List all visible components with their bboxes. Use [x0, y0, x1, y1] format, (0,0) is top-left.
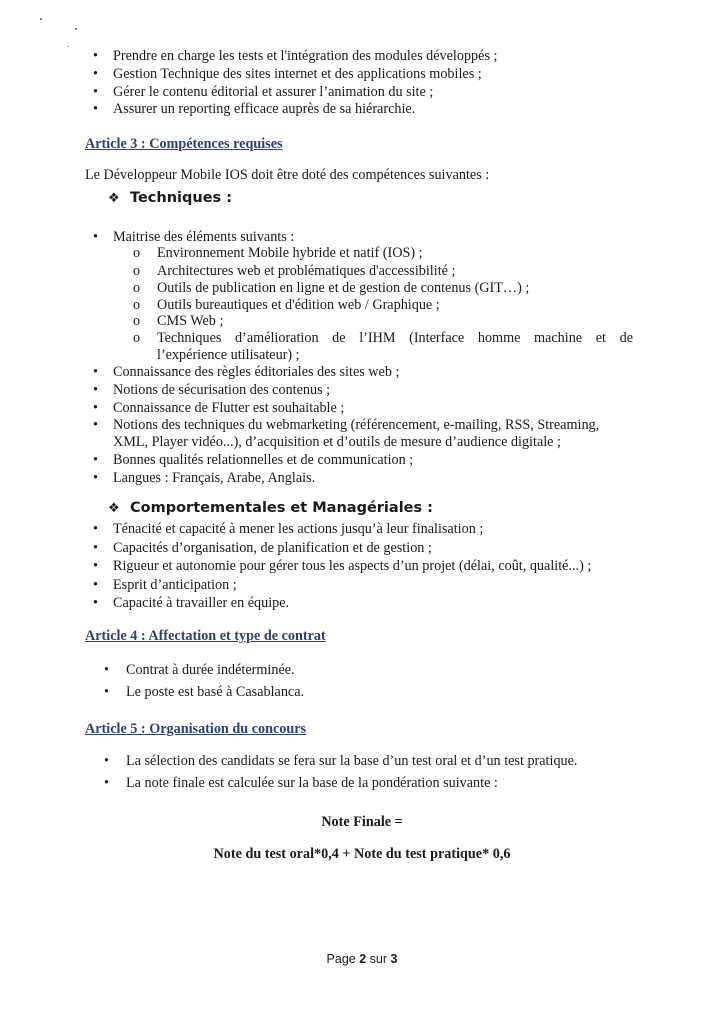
- list-item: Contrat à durée indéterminée.: [126, 662, 295, 678]
- scan-speck: [75, 28, 77, 30]
- list-item: Le poste est basé à Casablanca.: [126, 684, 305, 700]
- article-5-title: Article 5 : Organisation du concours: [85, 721, 307, 737]
- list-item-continuation: XML, Player vidéo...), d’acquisition et d’outils de mesure d’audience digitale ;: [113, 434, 561, 450]
- list-item: Bonnes qualités relationnelles et de communication ;: [113, 452, 414, 468]
- bullet-icon: •: [93, 48, 98, 64]
- article-4-title: Article 4 : Affectation et type de contrat: [85, 628, 326, 644]
- bullet-icon: •: [93, 417, 98, 433]
- list-item: Notions de sécurisation des contenus ;: [113, 382, 331, 398]
- diamond-icon: ❖: [108, 501, 120, 516]
- formula-expression: Note du test oral*0,4 + Note du test pratique* 0,6: [213, 846, 511, 862]
- list-item: La sélection des candidats se fera sur la base d’un test oral et d’un test pratique.: [126, 753, 578, 769]
- bullet-icon: •: [93, 364, 98, 380]
- list-item: Connaissance des règles éditoriales des sites web ;: [113, 364, 400, 380]
- list-item: Notions des techniques du webmarketing (référencement, e-mailing, RSS, Streaming,: [113, 417, 600, 433]
- sub-list-item: Architectures web et problématiques d'accessibilité ;: [157, 263, 456, 279]
- section-techniques-heading: [108, 190, 232, 208]
- bullet-icon: •: [104, 775, 109, 791]
- list-item: La note finale est calculée sur la base de la pondération suivante :: [126, 775, 498, 791]
- list-item: Ténacité et capacité à mener les actions jusqu’à leur finalisation ;: [113, 521, 484, 537]
- bullet-icon: •: [104, 753, 109, 769]
- bullet-icon: •: [93, 400, 98, 416]
- list-item: Capacité à travailler en équipe.: [113, 595, 290, 611]
- bullet-icon: •: [93, 540, 98, 556]
- page-number: [0, 951, 724, 969]
- total-pages: 3: [390, 952, 398, 966]
- sub-list-item: CMS Web ;: [157, 313, 224, 329]
- bullet-icon: •: [93, 558, 98, 574]
- list-item: Maitrise des éléments suivants :: [113, 229, 295, 245]
- sub-list-item: Environnement Mobile hybride et natif (IOS) ;: [157, 245, 423, 261]
- section-title: Comportementales et Managériales :: [130, 500, 433, 516]
- circle-bullet-icon: o: [133, 313, 141, 329]
- bullet-icon: •: [93, 229, 98, 245]
- article-3-intro: Le Développeur Mobile IOS doit être doté des compétences suivantes :: [85, 167, 490, 183]
- circle-bullet-icon: o: [133, 263, 141, 279]
- list-item: Esprit d’anticipation ;: [113, 577, 237, 593]
- bullet-icon: •: [93, 577, 98, 593]
- list-item: Gestion Technique des sites internet et des applications mobiles ;: [113, 66, 482, 82]
- sub-list-item: Techniques d’amélioration de l’IHM (Interface homme machine et de: [157, 330, 633, 346]
- bullet-icon: •: [93, 382, 98, 398]
- diamond-icon: ❖: [108, 191, 120, 206]
- list-item: Prendre en charge les tests et l'intégration des modules développés ;: [113, 48, 498, 64]
- list-item: Gérer le contenu éditorial et assurer l’animation du site ;: [113, 84, 434, 100]
- list-item: Assurer un reporting efficace auprès de sa hiérarchie.: [113, 101, 416, 117]
- section-title: Techniques :: [130, 190, 233, 206]
- list-item: Rigueur et autonomie pour gérer tous les aspects d’un projet (délai, coût, qualité...) ;: [113, 558, 592, 574]
- article-3-title: Article 3 : Compétences requises: [85, 136, 283, 152]
- page-label: Page: [326, 952, 360, 966]
- bullet-icon: •: [93, 452, 98, 468]
- bullet-icon: •: [93, 101, 98, 117]
- sub-list-item: Outils bureautiques et d'édition web / Graphique ;: [157, 297, 440, 313]
- formula-title: Note Finale =: [321, 814, 403, 830]
- bullet-icon: •: [93, 521, 98, 537]
- circle-bullet-icon: o: [133, 245, 141, 261]
- section-comportementales-heading: [108, 500, 433, 518]
- circle-bullet-icon: o: [133, 330, 141, 346]
- current-page: 2: [359, 952, 367, 966]
- list-item: Capacités d’organisation, de planification et de gestion ;: [113, 540, 432, 556]
- bullet-icon: •: [93, 84, 98, 100]
- sub-list-item: Outils de publication en ligne et de gestion de contenus (GIT…) ;: [157, 280, 530, 296]
- scan-speck: [40, 18, 42, 20]
- bullet-icon: •: [104, 684, 109, 700]
- bullet-icon: •: [104, 662, 109, 678]
- circle-bullet-icon: o: [133, 280, 141, 296]
- bullet-icon: •: [93, 66, 98, 82]
- sub-list-item-continuation: l’expérience utilisateur) ;: [157, 347, 300, 363]
- page-separator: sur: [366, 952, 391, 966]
- scan-speck: [68, 46, 69, 47]
- bullet-icon: •: [93, 470, 98, 486]
- list-item: Langues : Français, Arabe, Anglais.: [113, 470, 316, 486]
- circle-bullet-icon: o: [133, 297, 141, 313]
- list-item: Connaissance de Flutter est souhaitable ;: [113, 400, 345, 416]
- bullet-icon: •: [93, 595, 98, 611]
